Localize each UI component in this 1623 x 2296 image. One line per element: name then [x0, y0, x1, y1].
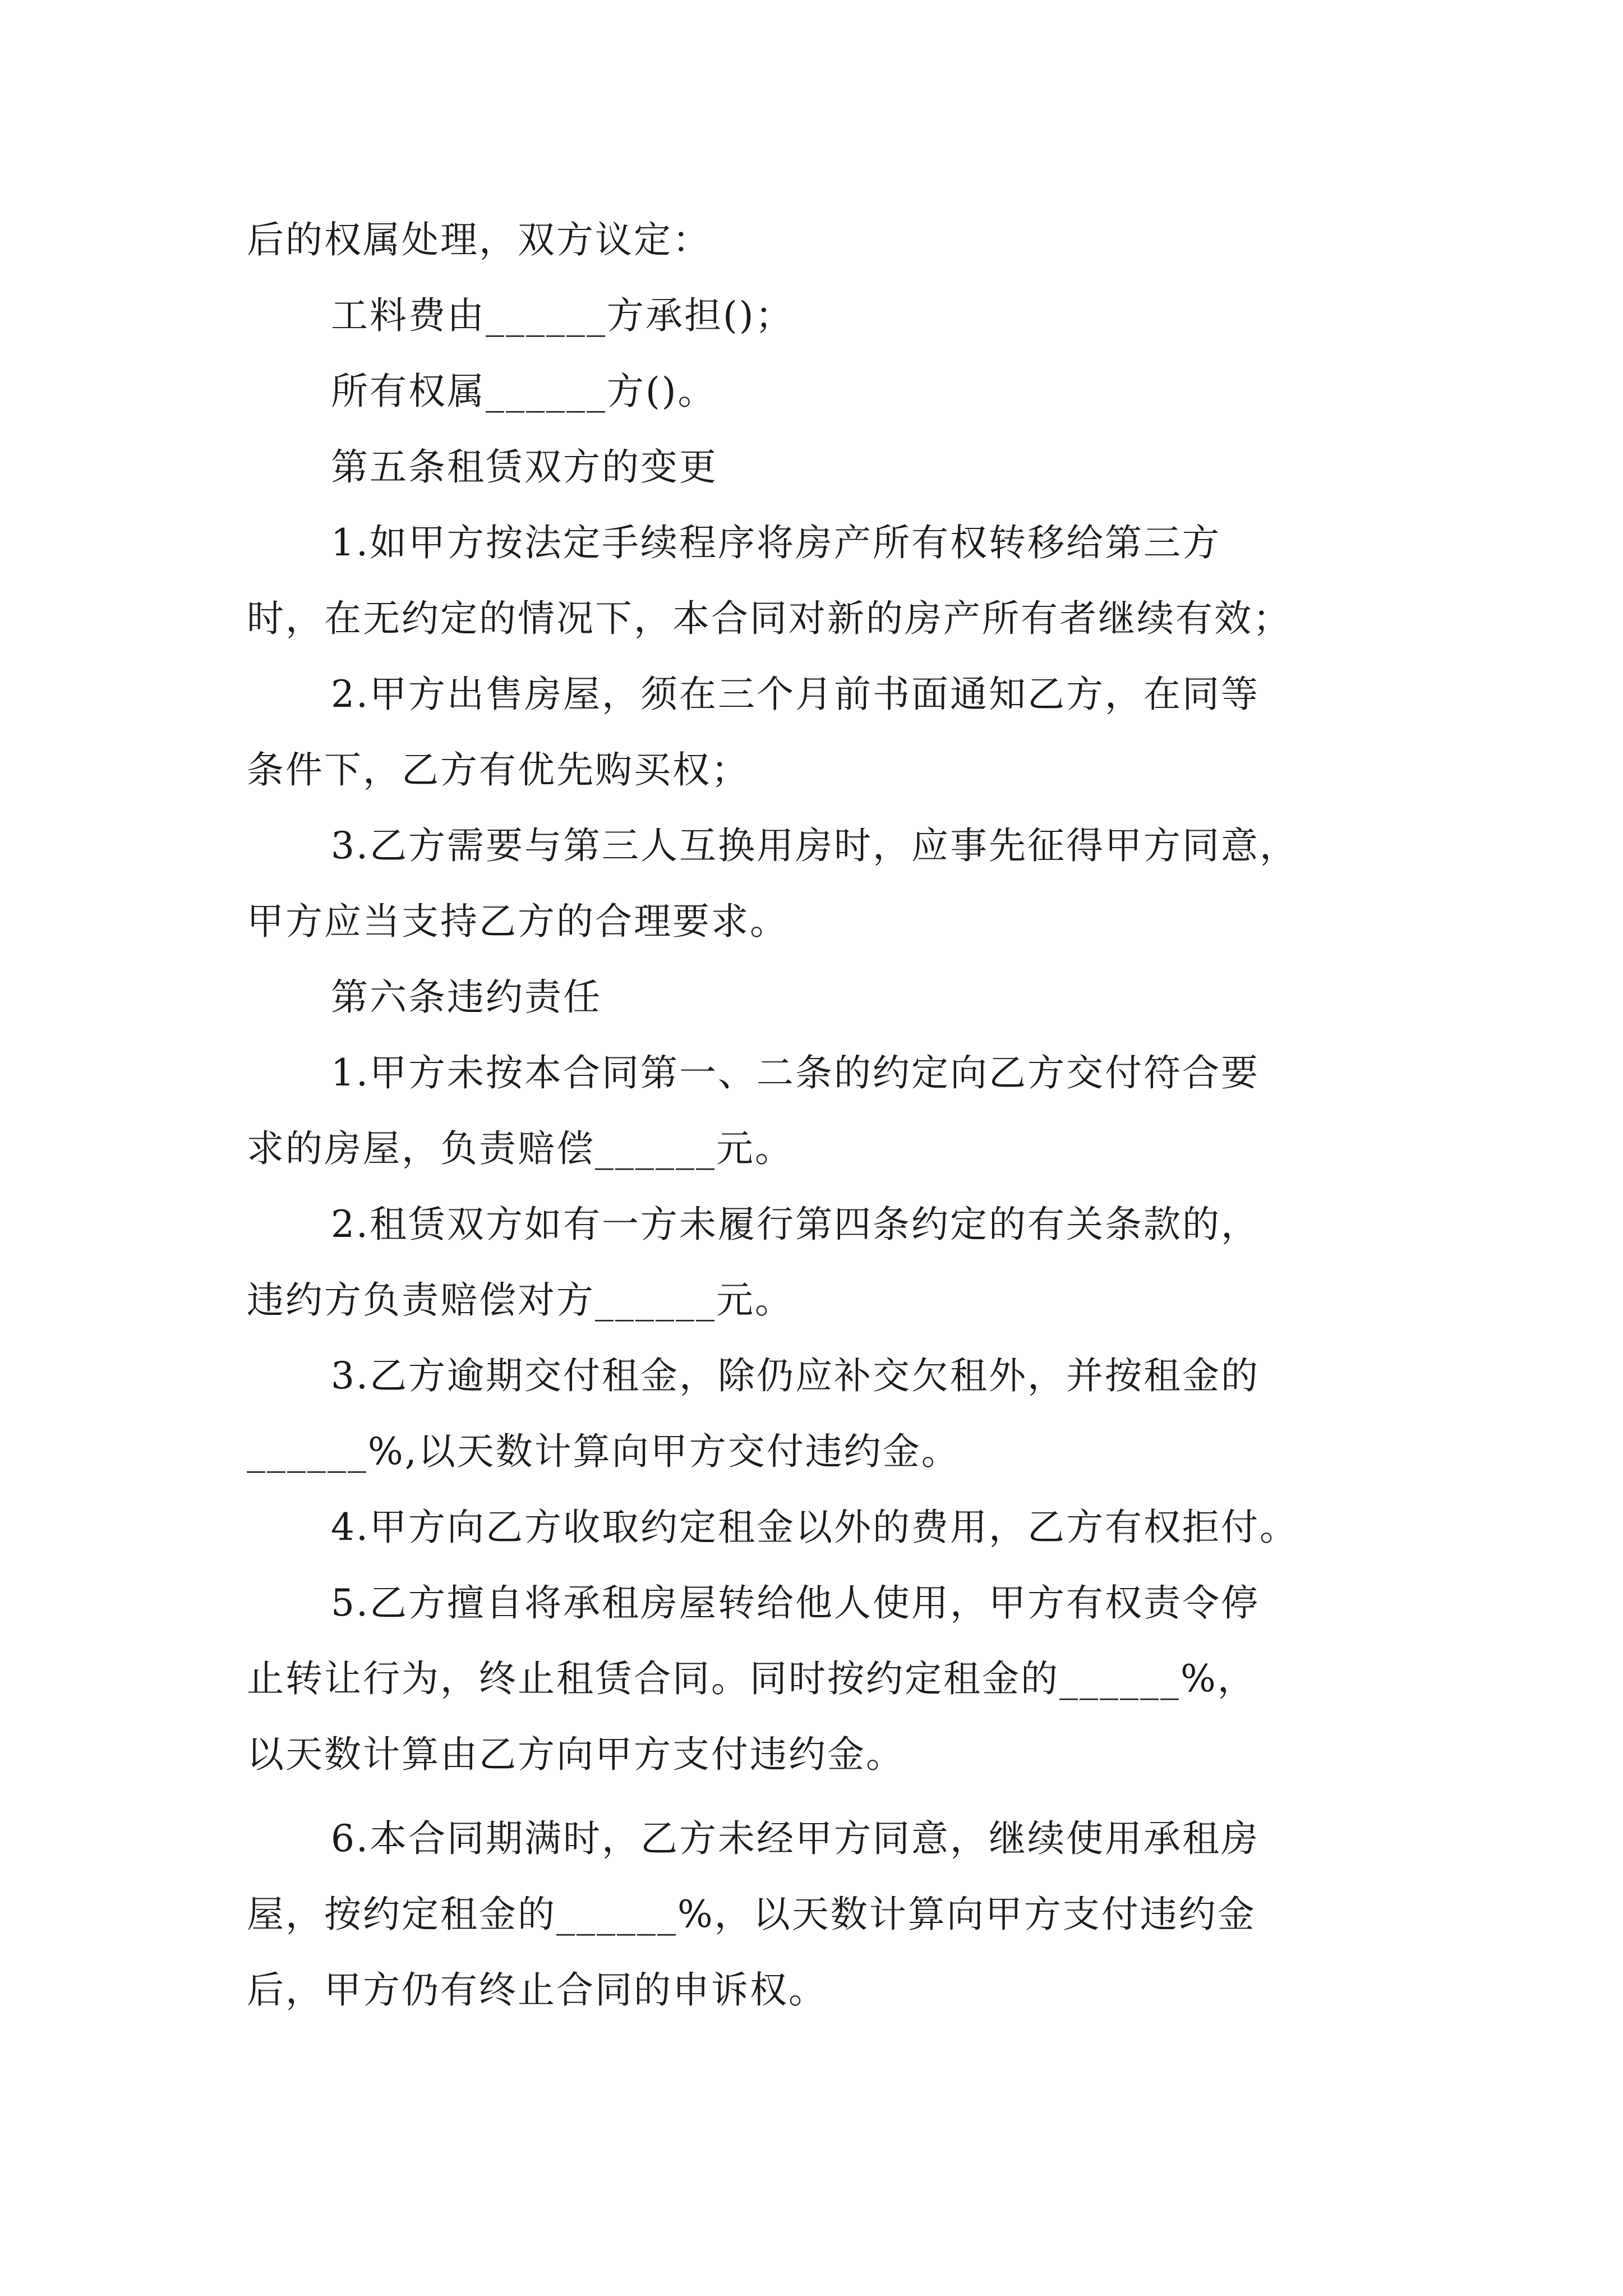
- text-line: 求的房屋，负责赔偿______元。: [247, 1127, 794, 1170]
- text-line: 3.乙方逾期交付租金，除仍应补交欠租外，并按租金的: [331, 1354, 1260, 1397]
- section-heading: 第六条违约责任: [331, 976, 602, 1019]
- text-line: 止转让行为，终止租赁合同。同时按约定租金的______%，: [247, 1657, 1256, 1700]
- text-line: 后的权属处理，双方议定：: [247, 218, 711, 261]
- text-line: 甲方应当支持乙方的合理要求。: [247, 900, 789, 943]
- text-line: 1.如甲方按法定手续程序将房产所有权转移给第三方: [331, 521, 1221, 564]
- text-line: 1.甲方未按本合同第一、二条的约定向乙方交付符合要: [331, 1051, 1260, 1094]
- text-line: 2.甲方出售房屋，须在三个月前书面通知乙方，在同等: [331, 673, 1260, 716]
- text-line: 3.乙方需要与第三人互换用房时，应事先征得甲方同意，: [331, 824, 1298, 867]
- text-line: 违约方负责赔偿对方______元。: [247, 1278, 794, 1322]
- text-line: 以天数计算由乙方向甲方支付违约金。: [247, 1733, 905, 1776]
- text-line: 2.租赁双方如有一方未履行第四条约定的有关条款的，: [331, 1203, 1260, 1246]
- text-line: ______%,以天数计算向甲方交付违约金。: [247, 1430, 960, 1473]
- text-line: 5.乙方擅自将承租房屋转给他人使用，甲方有权责令停: [331, 1581, 1260, 1625]
- text-line: 工料费由______方承担()；: [331, 294, 794, 337]
- text-line: 条件下，乙方有优先购买权；: [247, 748, 750, 792]
- text-line: 屋，按约定租金的______%，以天数计算向甲方支付违约金: [247, 1893, 1256, 1936]
- text-line: 后，甲方仍有终止合同的申诉权。: [247, 1968, 827, 2012]
- text-line: 6.本合同期满时，乙方未经甲方同意，继续使用承租房: [331, 1817, 1260, 1860]
- text-line: 时，在无约定的情况下，本合同对新的房产所有者继续有效；: [247, 597, 1292, 640]
- text-line: 4.甲方向乙方收取约定租金以外的费用，乙方有权拒付。: [331, 1506, 1298, 1549]
- text-line: 所有权属______方()。: [331, 370, 717, 413]
- section-heading: 第五条租赁双方的变更: [331, 445, 718, 489]
